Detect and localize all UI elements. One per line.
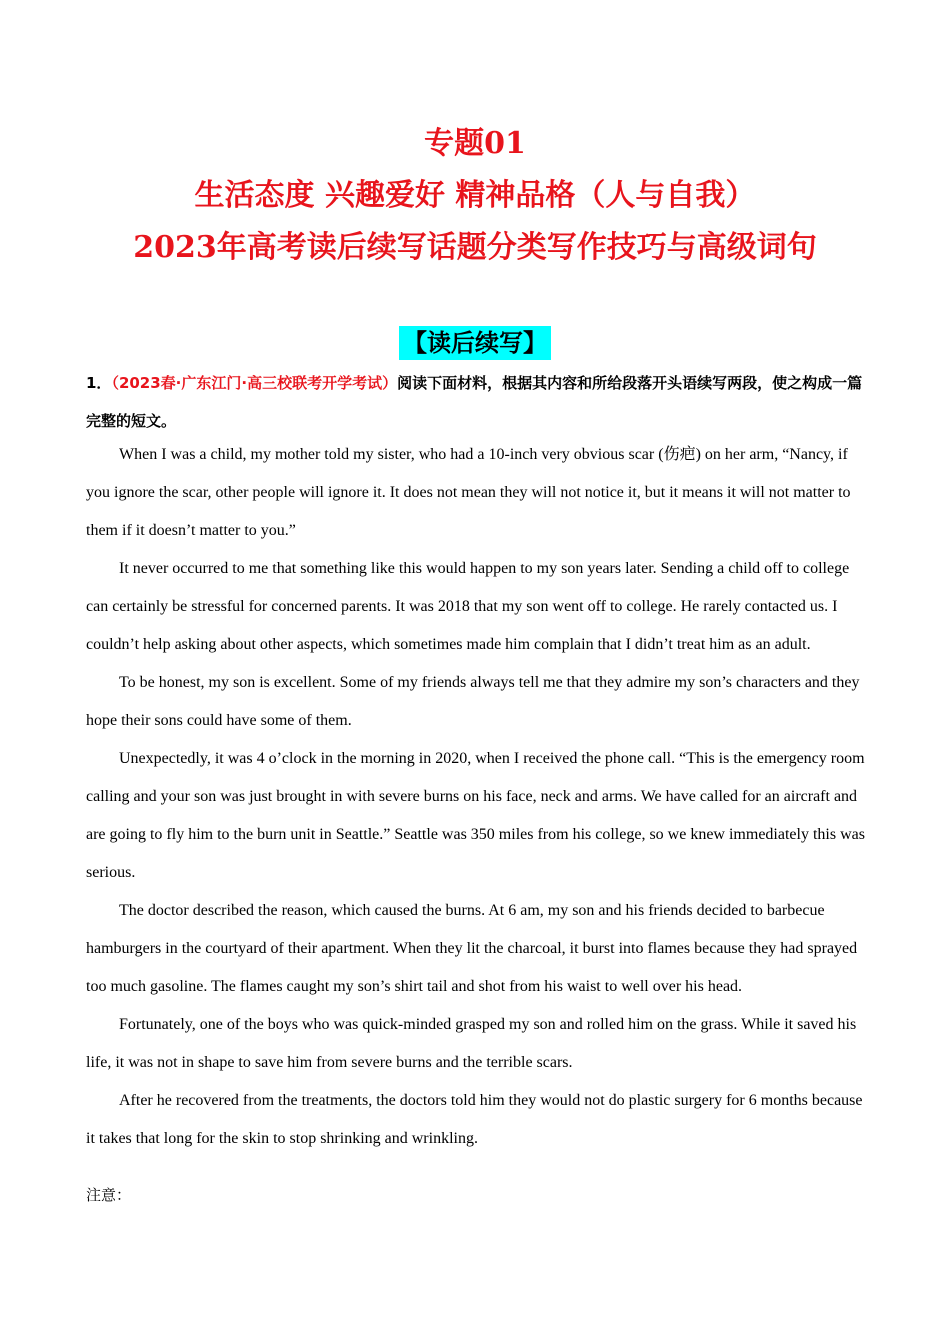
title-topic-number: 专题01: [424, 126, 526, 161]
question-number: 1．: [86, 374, 112, 392]
note-label: 注意：: [86, 1186, 132, 1204]
passage-paragraph: When I was a child, my mother told my sister, who had a 10-inch very obvious scar (伤疤) on her arm, “Nancy, if you ignore the scar, other people will ignore it. It does not mean they will not notice it, but it means it will not matter to them if it doesn’t matter to you.”: [86, 446, 851, 539]
passage-paragraph: The doctor described the reason, which caused the burns. At 6 am, my son and his friends decided to barbecue hamburgers in the courtyard of their apartment. When they lit the charcoal, it burst into flames because they had sprayed too much gasoline. The flames caught my son’s shirt tail and shot from his waist to well over his head.: [86, 902, 858, 995]
passage-paragraph: It never occurred to me that something like this would happen to my son years later. Sending a child off to college can certainly be stressful for concerned parents. It was 2018 that my son went off to college. He rarely contacted us. I couldn’t help asking about other aspects, which sometimes made him complain that I didn’t treat him as an adult.: [86, 560, 850, 653]
passage-paragraph: Fortunately, one of the boys who was quick-minded grasped my son and rolled him on the grass. While it saved his life, it was not in shape to save him from severe burns and the terrible scars.: [86, 1016, 857, 1071]
passage-paragraph: After he recovered from the treatments, the doctors told him they would not do plastic surgery for 6 months because it takes that long for the skin to stop shrinking and wrinkling.: [86, 1092, 863, 1147]
section-heading: [0, 326, 950, 360]
title-topic-theme: 生活态度 兴趣爱好 精神品格（人与自我）: [194, 178, 756, 213]
reading-passage: [86, 436, 868, 1158]
passage-paragraph: Unexpectedly, it was 4 o’clock in the morning in 2020, when I received the phone call. “This is the emergency room calling and your son was just brought in with severe burns on his face, neck and arms. We have called for an aircraft and are going to fly him to the burn unit in Seattle.” Seattle was 350 miles from his college, so we knew immediately this was serious.: [86, 750, 865, 881]
question-source: （2023春·广东江门·高三校联考开学考试）: [111, 374, 398, 392]
title-subtitle: 2023年高考读后续写话题分类写作技巧与高级词句: [133, 230, 817, 265]
question-prompt: [86, 364, 868, 440]
passage-paragraph: To be honest, my son is excellent. Some of my friends always tell me that they admire my son’s characters and they hope their sons could have some of them.: [86, 674, 860, 729]
question-instruction: 阅读下面材料，根据其内容和所给段落开头语续写两段，使之构成一篇完整的短文。: [86, 374, 863, 430]
document-title: [0, 118, 950, 274]
section-heading-label: 【读后续写】: [399, 326, 551, 360]
